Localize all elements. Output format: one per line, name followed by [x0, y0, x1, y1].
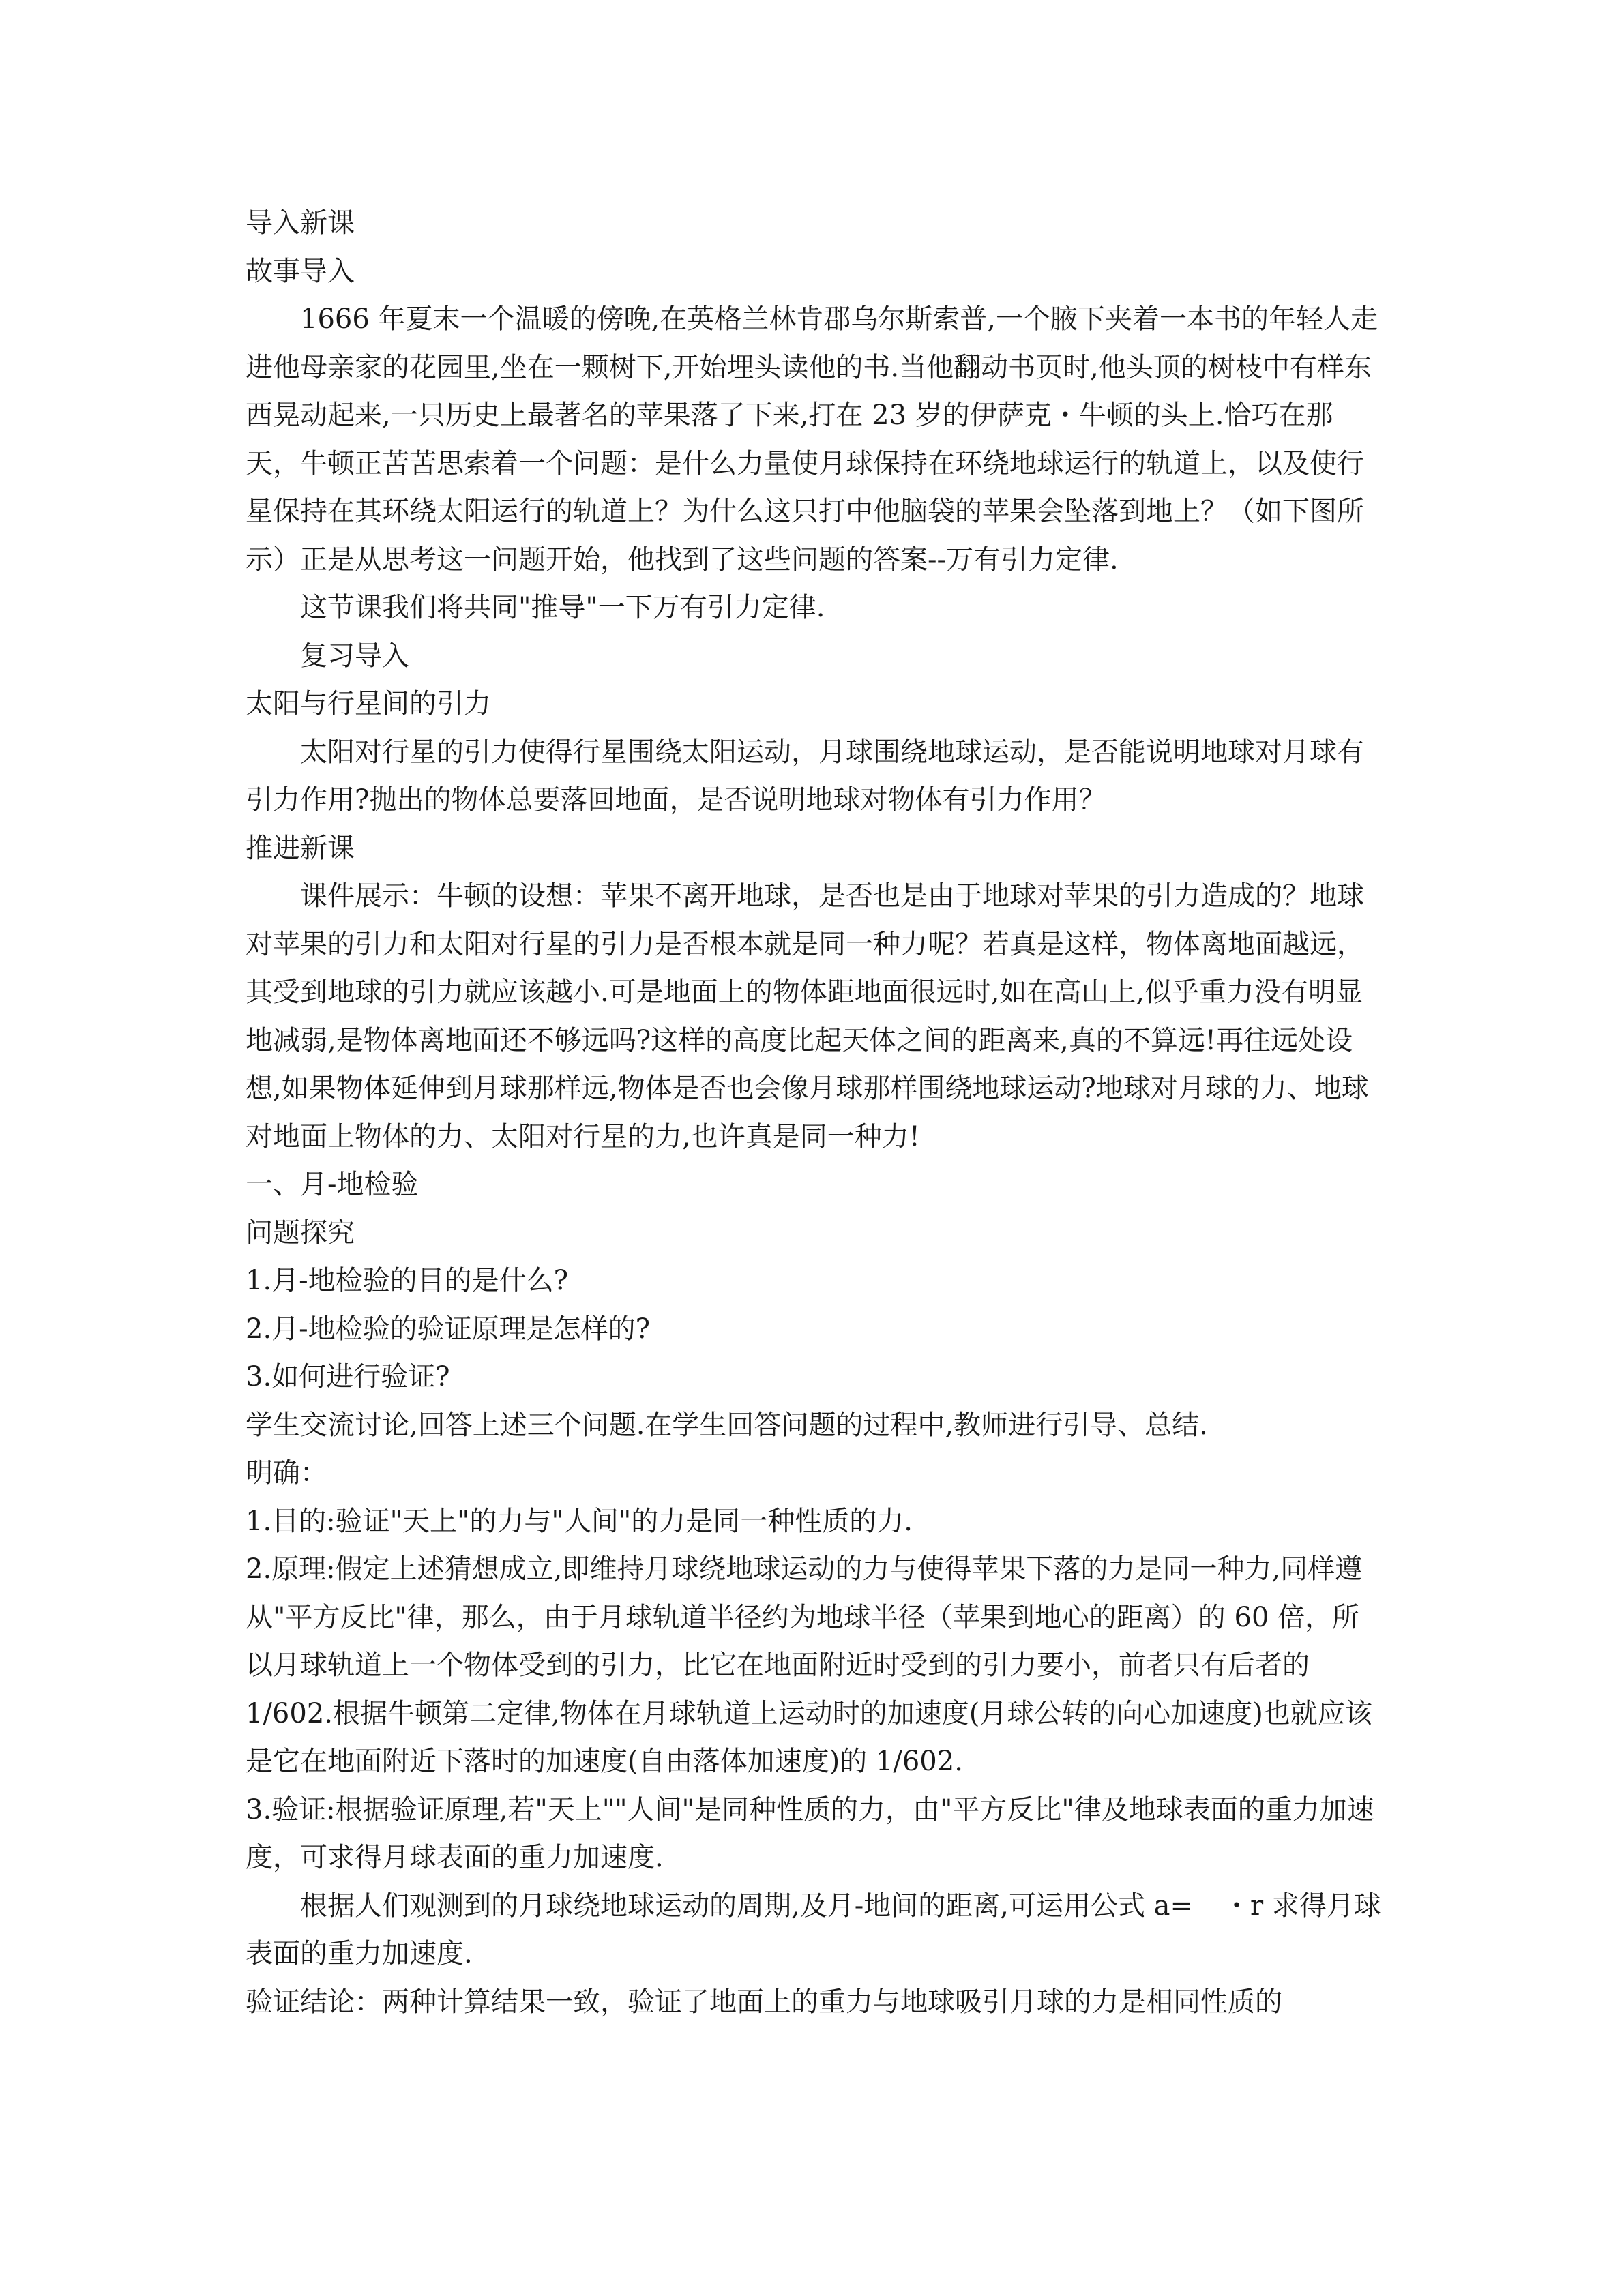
formula-text-before: 根据人们观测到的月球绕地球运动的周期,及月-地间的距离,可运用公式 a=	[300, 1890, 1194, 1922]
heading-new-lesson: 推进新课	[246, 832, 355, 864]
story-paragraph: 1666 年夏末一个温暖的傍晚,在英格兰林肯郡乌尔斯索普,一个腋下夹着一本书的年轻人走进他母亲家的花园里,坐在一颗树下,开始埋头读他的书.当他翻动书页时,他头顶的树枝中有样东西晃动起来,一只历史上最著名的苹果落了下来,打在 23 岁的伊萨克・牛顿的头上.恰巧在那天，牛顿正苦苦思索着一个问题：是什么力量使月球保持在环绕地球运行的轨道上，以及使行星保持在其环绕太阳运行的轨道上？为什么这只打中他脑袋的苹果会坠落到地上？（如下图所示）正是从思考这一问题开始，他找到了这些问题的答案--万有引力定律.	[246, 303, 1378, 576]
question-1: 1.月-地检验的目的是什么?	[246, 1265, 569, 1296]
heading-intro: 导入新课	[246, 207, 355, 239]
answer-3-verification: 3.验证:根据验证原理,若"天上""人间"是同种性质的力，由"平方反比"律及地球表面的重力加速度，可求得月球表面的重力加速度.	[246, 1793, 1374, 1873]
heading-story: 故事导入	[246, 255, 355, 287]
answer-2-principle: 2.原理:假定上述猜想成立,即维持月球绕地球运动的力与使得苹果下落的力是同一种力,同样遵从"平方反比"律，那么，由于月球轨道半径约为地球半径（苹果到地心的距离）的 60 倍，所以月球轨道上一个物体受到的引力，比它在地面附近时受到的引力要小，前者只有后者的 1/602.根据牛顿第二定律,物体在月球轨道上运动时的加速度(月球公转的向心加速度)也就应该是它在地面附近下落时的加速度(自由落体加速度)的 1/602.	[246, 1553, 1372, 1777]
question-2: 2.月-地检验的验证原理是怎样的?	[246, 1313, 651, 1345]
heading-review: 复习导入	[300, 640, 409, 672]
heading-clarify: 明确：	[246, 1457, 327, 1489]
newton-hypothesis: 课件展示：牛顿的设想：苹果不离开地球，是否也是由于地球对苹果的引力造成的？地球对苹果的引力和太阳对行星的引力是否根本就是同一种力呢？若真是这样，物体离地面越远，其受到地球的引力就应该越小.可是地面上的物体距地面很远时,如在高山上,似乎重力没有明显地减弱,是物体离地面还不够远吗?这样的高度比起天体之间的距离来,真的不算远!再往远处设想,如果物体延伸到月球那样远,物体是否也会像月球那样围绕地球运动?地球对月球的力、地球对地面上物体的力、太阳对行星的力,也许真是同一种力!	[246, 880, 1369, 1152]
heading-moon-earth-test: 一、月-地检验	[246, 1169, 419, 1200]
review-paragraph: 太阳对行星的引力使得行星围绕太阳运动，月球围绕地球运动，是否能说明地球对月球有引力作用?抛出的物体总要落回地面，是否说明地球对物体有引力作用？	[246, 736, 1364, 816]
answer-1-purpose: 1.目的:验证"天上"的力与"人间"的力是同一种性质的力.	[246, 1505, 913, 1537]
lesson-text	[246, 199, 1381, 2026]
formula-paragraph	[246, 1882, 1381, 1978]
formula-text-after: ・r 求得月球表面的重力加速度.	[246, 1890, 1381, 1969]
conclusion: 验证结论：两种计算结果一致，验证了地面上的重力与地球吸引月球的力是相同性质的	[246, 1986, 1282, 2018]
heading-inquiry: 问题探究	[246, 1217, 355, 1249]
heading-sun-planet: 太阳与行星间的引力	[246, 688, 491, 719]
discussion-note: 学生交流讨论,回答上述三个问题.在学生回答问题的过程中,教师进行引导、总结.	[246, 1409, 1208, 1441]
question-3: 3.如何进行验证?	[246, 1361, 450, 1392]
lesson-goal: 这节课我们将共同"推导"一下万有引力定律.	[300, 592, 825, 623]
